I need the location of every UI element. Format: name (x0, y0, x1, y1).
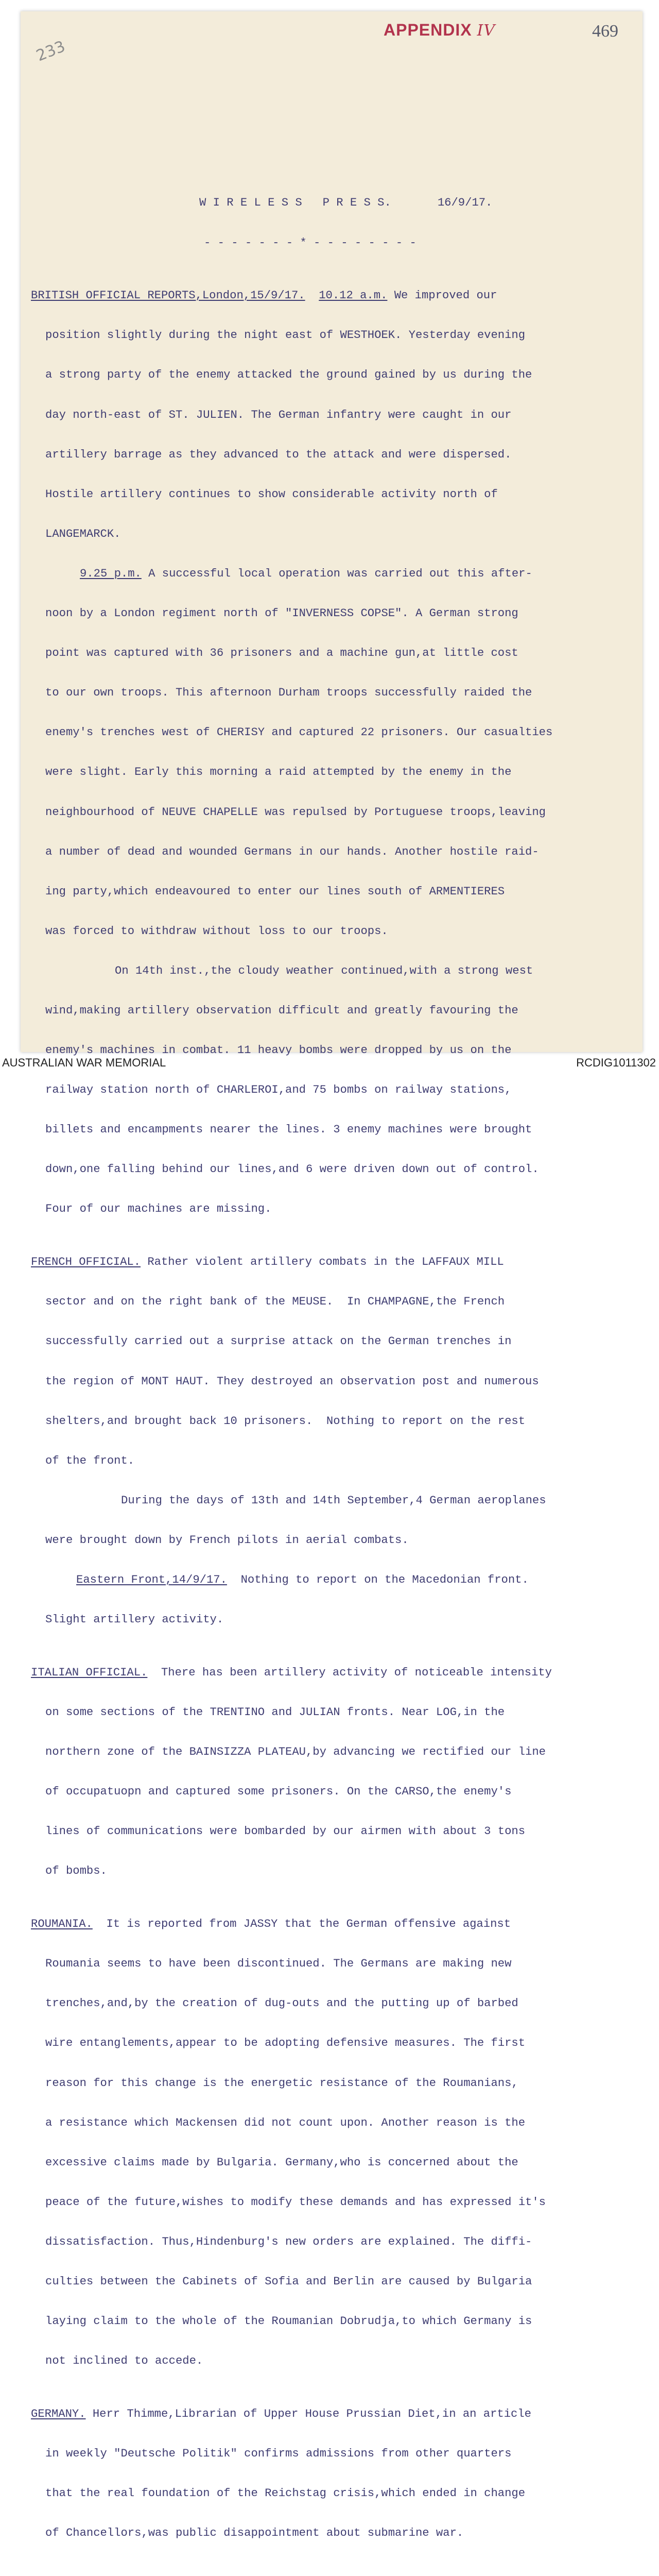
french-p1-first-rest: Rather violent artillery combats in the LAFFAUX MILL (141, 1256, 504, 1269)
text-line: wire entanglements,appear to be adopting defensive measures. The first (45, 2037, 526, 2050)
text-line: a number of dead and wounded Germans in our hands. Another hostile raid- (45, 845, 539, 858)
text-line: down,one falling behind our lines,and 6 were driven down out of control. (45, 1163, 539, 1176)
heading-rule: - - - - - - - * - - - - - - - - (204, 236, 417, 249)
text-line: billets and encampments nearer the lines. 3 enemy machines were brought (45, 1123, 532, 1137)
text-line: neighbourhood of NEUVE CHAPELLE was repulsed by Portuguese troops,leaving (45, 805, 546, 819)
text-line: day north-east of ST. JULIEN. The German infantry were caught in our (45, 408, 512, 421)
text-line: were brought down by French pilots in aerial combats. (45, 1533, 409, 1547)
text-line: a strong party of the enemy attacked the ground gained by us during the (45, 368, 532, 382)
british-p2-first-line (31, 567, 633, 581)
germany-first-rest: Herr Thimme,Librarian of Upper House Prussian Diet,in an article (85, 2407, 531, 2420)
text-line: not inclined to accede. (45, 2354, 203, 2368)
text-line: that the real foundation of the Reichstag crisis,which ended in change (45, 2487, 526, 2500)
text-line: culties between the Cabinets of Sofia and Berlin are caused by Bulgaria (45, 2275, 532, 2288)
appendix-stamp (384, 21, 495, 40)
text-line: lines of communications were bombarded by our airmen with about 3 tons (45, 1825, 526, 1838)
british-p1-first-rest: We improved our (387, 289, 497, 302)
text-line: of occupatuopn and captured some prisoners. On the CARSO,the enemy's (45, 1785, 512, 1799)
text-line: in weekly "Deutsche Politik" confirms admissions from other quarters (45, 2447, 512, 2461)
text-line: noon by a London regiment north of "INVERNESS COPSE". A German strong (45, 607, 518, 620)
text-line: peace of the future,wishes to modify these demands and has expressed it's (45, 2195, 546, 2209)
roumania-label: ROUMANIA. (31, 1918, 93, 1931)
text-line: of Chancellors,was public disappointment about submarine war. (45, 2527, 464, 2540)
british-time-2: 9.25 p.m. (80, 567, 142, 580)
text-line: point was captured with 36 prisoners and a machine gun,at little cost (45, 647, 518, 660)
text-line: enemy's trenches west of CHERISY and captured 22 prisoners. Our casualties (45, 726, 553, 739)
text-line: Hostile artillery continues to show considerable activity north of (45, 487, 498, 501)
germany-label: GERMANY. (31, 2407, 86, 2420)
appendix-stamp-text: APPENDIX (384, 21, 472, 39)
footer-record-id: RCDIG1011302 (576, 1056, 656, 1069)
italian-first-rest: There has been artillery activity of noticeable intensity (147, 1666, 552, 1679)
appendix-mark: IV (477, 22, 495, 40)
pencil-folio-number: 233 (33, 37, 68, 65)
text-line: Roumania seems to have been discontinued. The Germans are making new (45, 1957, 512, 1971)
text-line: LANGEMARCK. (45, 527, 121, 540)
text-line: reason for this change is the energetic resistance of the Roumanians, (45, 2076, 518, 2090)
text-line: During the days of 13th and 14th September,4 German aeroplanes (121, 1494, 546, 1507)
text-line: laying claim to the whole of the Roumanian Dobrudja,to which Germany is (45, 2315, 532, 2328)
text-line: wind,making artillery observation difficult and greatly favouring the (45, 1004, 518, 1017)
text-line: was forced to withdraw without loss to our troops. (45, 924, 388, 938)
eastern-front-line (31, 1573, 633, 1587)
heading-date: 16/9/17. (437, 196, 493, 210)
text-line: sector and on the right bank of the MEUSE. In CHAMPAGNE,the French (45, 1295, 505, 1309)
typed-text-body (31, 170, 633, 2576)
british-first-line (31, 289, 633, 302)
text-line: to our own troops. This afternoon Durham troops successfully raided the (45, 686, 532, 700)
eastern-front-label: Eastern Front,14/9/17. (76, 1573, 227, 1586)
germany-first-line (31, 2408, 633, 2421)
text-line: of bombs. (45, 1865, 107, 1878)
british-label: BRITISH OFFICIAL REPORTS,London,15/9/17. (31, 289, 305, 302)
text-line: enemy's machines in combat. 11 heavy bombs were dropped by us on the (45, 1044, 512, 1057)
text-line: ing party,which endeavoured to enter our lines south of ARMENTIERES (45, 885, 505, 898)
text-line: dissatisfaction. Thus,Hindenburg's new orders are explained. The diffi- (45, 2235, 532, 2248)
text-line: shelters,and brought back 10 prisoners. Nothing to report on the rest (45, 1414, 526, 1428)
italian-first-line (31, 1666, 633, 1680)
text-line: on some sections of the TRENTINO and JULIAN fronts. Near LOG,in the (45, 1705, 505, 1719)
text-line: Four of our machines are missing. (45, 1202, 272, 1216)
text-line: Slight artillery activity. (45, 1613, 224, 1626)
french-label: FRENCH OFFICIAL. (31, 1256, 141, 1269)
page-number-stamp: 469 (592, 22, 618, 41)
roumania-first-rest: It is reported from JASSY that the German offensive against (92, 1918, 511, 1931)
text-line: artillery barrage as they advanced to the attack and were dispersed. (45, 448, 512, 461)
british-p2-first-rest: A successful local operation was carried out this after- (141, 567, 532, 580)
text-line: On 14th inst.,the cloudy weather continued,with a strong west (115, 964, 533, 977)
text-line: successfully carried out a surprise attack on the German trenches in (45, 1335, 512, 1348)
text-line: the region of MONT HAUT. They destroyed an observation post and numerous (45, 1375, 539, 1388)
heading-line (199, 196, 633, 210)
text-line: trenches,and,by the creation of dug-outs and the putting up of barbed (45, 1997, 518, 2010)
text-line: position slightly during the night east of WESTHOEK. Yesterday evening (45, 329, 526, 342)
french-first-line (31, 1256, 633, 1269)
text-line: northern zone of the BAINSIZZA PLATEAU,by advancing we rectified our line (45, 1745, 546, 1759)
british-time-1: 10.12 a.m. (319, 289, 388, 302)
text-line: a resistance which Mackensen did not count upon. Another reason is the (45, 2116, 526, 2129)
text-line: of the front. (45, 1454, 135, 1467)
heading-title: W I R E L E S S P R E S S. (199, 196, 391, 210)
eastern-first-rest: Nothing to report on the Macedonian front. (227, 1573, 529, 1586)
italian-label: ITALIAN OFFICIAL. (31, 1666, 148, 1679)
text-line: excessive claims made by Bulgaria. Germany,who is concerned about the (45, 2156, 518, 2169)
footer-archive-name: AUSTRALIAN WAR MEMORIAL (2, 1056, 166, 1069)
roumania-first-line (31, 1918, 633, 1931)
text-line: railway station north of CHARLEROI,and 75 bombs on railway stations, (45, 1083, 512, 1097)
text-line: were slight. Early this morning a raid attempted by the enemy in the (45, 766, 512, 779)
